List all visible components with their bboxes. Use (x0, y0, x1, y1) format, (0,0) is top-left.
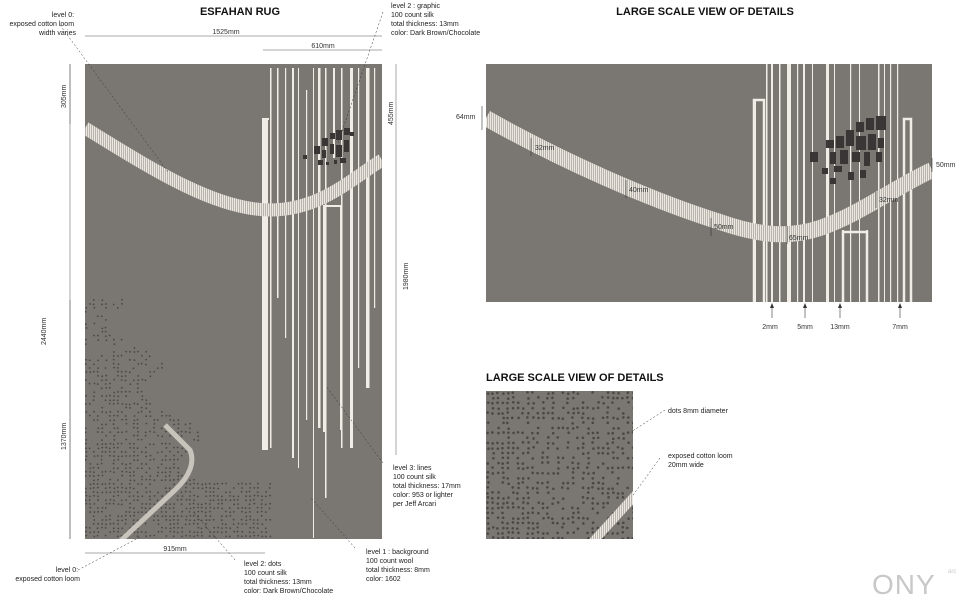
dim-dots-width: 915mm (163, 546, 187, 553)
detail-dim-top-left: 64mm (456, 114, 476, 121)
note-level0-bottom: level 0: exposed cotton loom (15, 567, 80, 583)
line-width-1: 2mm (762, 324, 778, 331)
dim-lines-height: 1980mm (403, 262, 410, 290)
dim-graphic-height: 455mm (388, 101, 395, 125)
note-detail-loom: exposed cotton loom 20mm wide (668, 453, 733, 469)
rug-plan (85, 64, 382, 560)
note-level3-lines: level 3: lines 100 count silk total thickness: 17mm color: 953 or lighter per Jeff Arcari (393, 465, 461, 508)
dim-graphic-width: 610mm (311, 43, 335, 50)
dim-width: 1525mm (212, 29, 240, 36)
line-width-4: 7mm (892, 324, 908, 331)
detail-lines-view (482, 64, 932, 318)
note-dots-diameter: dots 8mm diameter (668, 408, 728, 415)
dim-height: 2440mm (41, 317, 48, 345)
logo-text: ONY (872, 569, 936, 600)
note-level0-top: level 0: exposed cotton loom width varies (9, 12, 76, 37)
detail-dots-view (486, 391, 640, 545)
dim-top-band: 305mm (61, 84, 68, 108)
note-level2-dots: level 2: dots 100 count silk total thickness: 13mm color: Dark Brown/Chocolate (244, 561, 334, 595)
line-width-2: 5mm (797, 324, 813, 331)
title-rug: ESFAHAN RUG (199, 6, 281, 18)
dim-dots-height: 1370mm (61, 422, 68, 450)
logo-sub: arc (948, 569, 957, 575)
line-width-3: 13mm (830, 324, 850, 331)
note-level2-graphic: level 2 : graphic 100 count silk total thickness: 13mm color: Dark Brown/Chocolate (391, 3, 481, 37)
title-detail-lines: LARGE SCALE VIEW OF DETAILS (616, 6, 794, 18)
detail-dim-band5: 32mm (879, 197, 899, 204)
detail-dim-right: 50mm (936, 162, 956, 169)
detail-dim-band1: 32mm (535, 145, 555, 152)
detail-dim-band2: 40mm (629, 187, 649, 194)
title-detail-dots: LARGE SCALE VIEW OF DETAILS (486, 372, 664, 384)
note-level1-background: level 1 : background 100 count wool total thickness: 8mm color: 1602 (366, 549, 430, 583)
brand-logo (872, 569, 956, 600)
detail-dim-band3: 50mm (714, 224, 734, 231)
detail-dim-band4: 65mm (789, 235, 809, 242)
